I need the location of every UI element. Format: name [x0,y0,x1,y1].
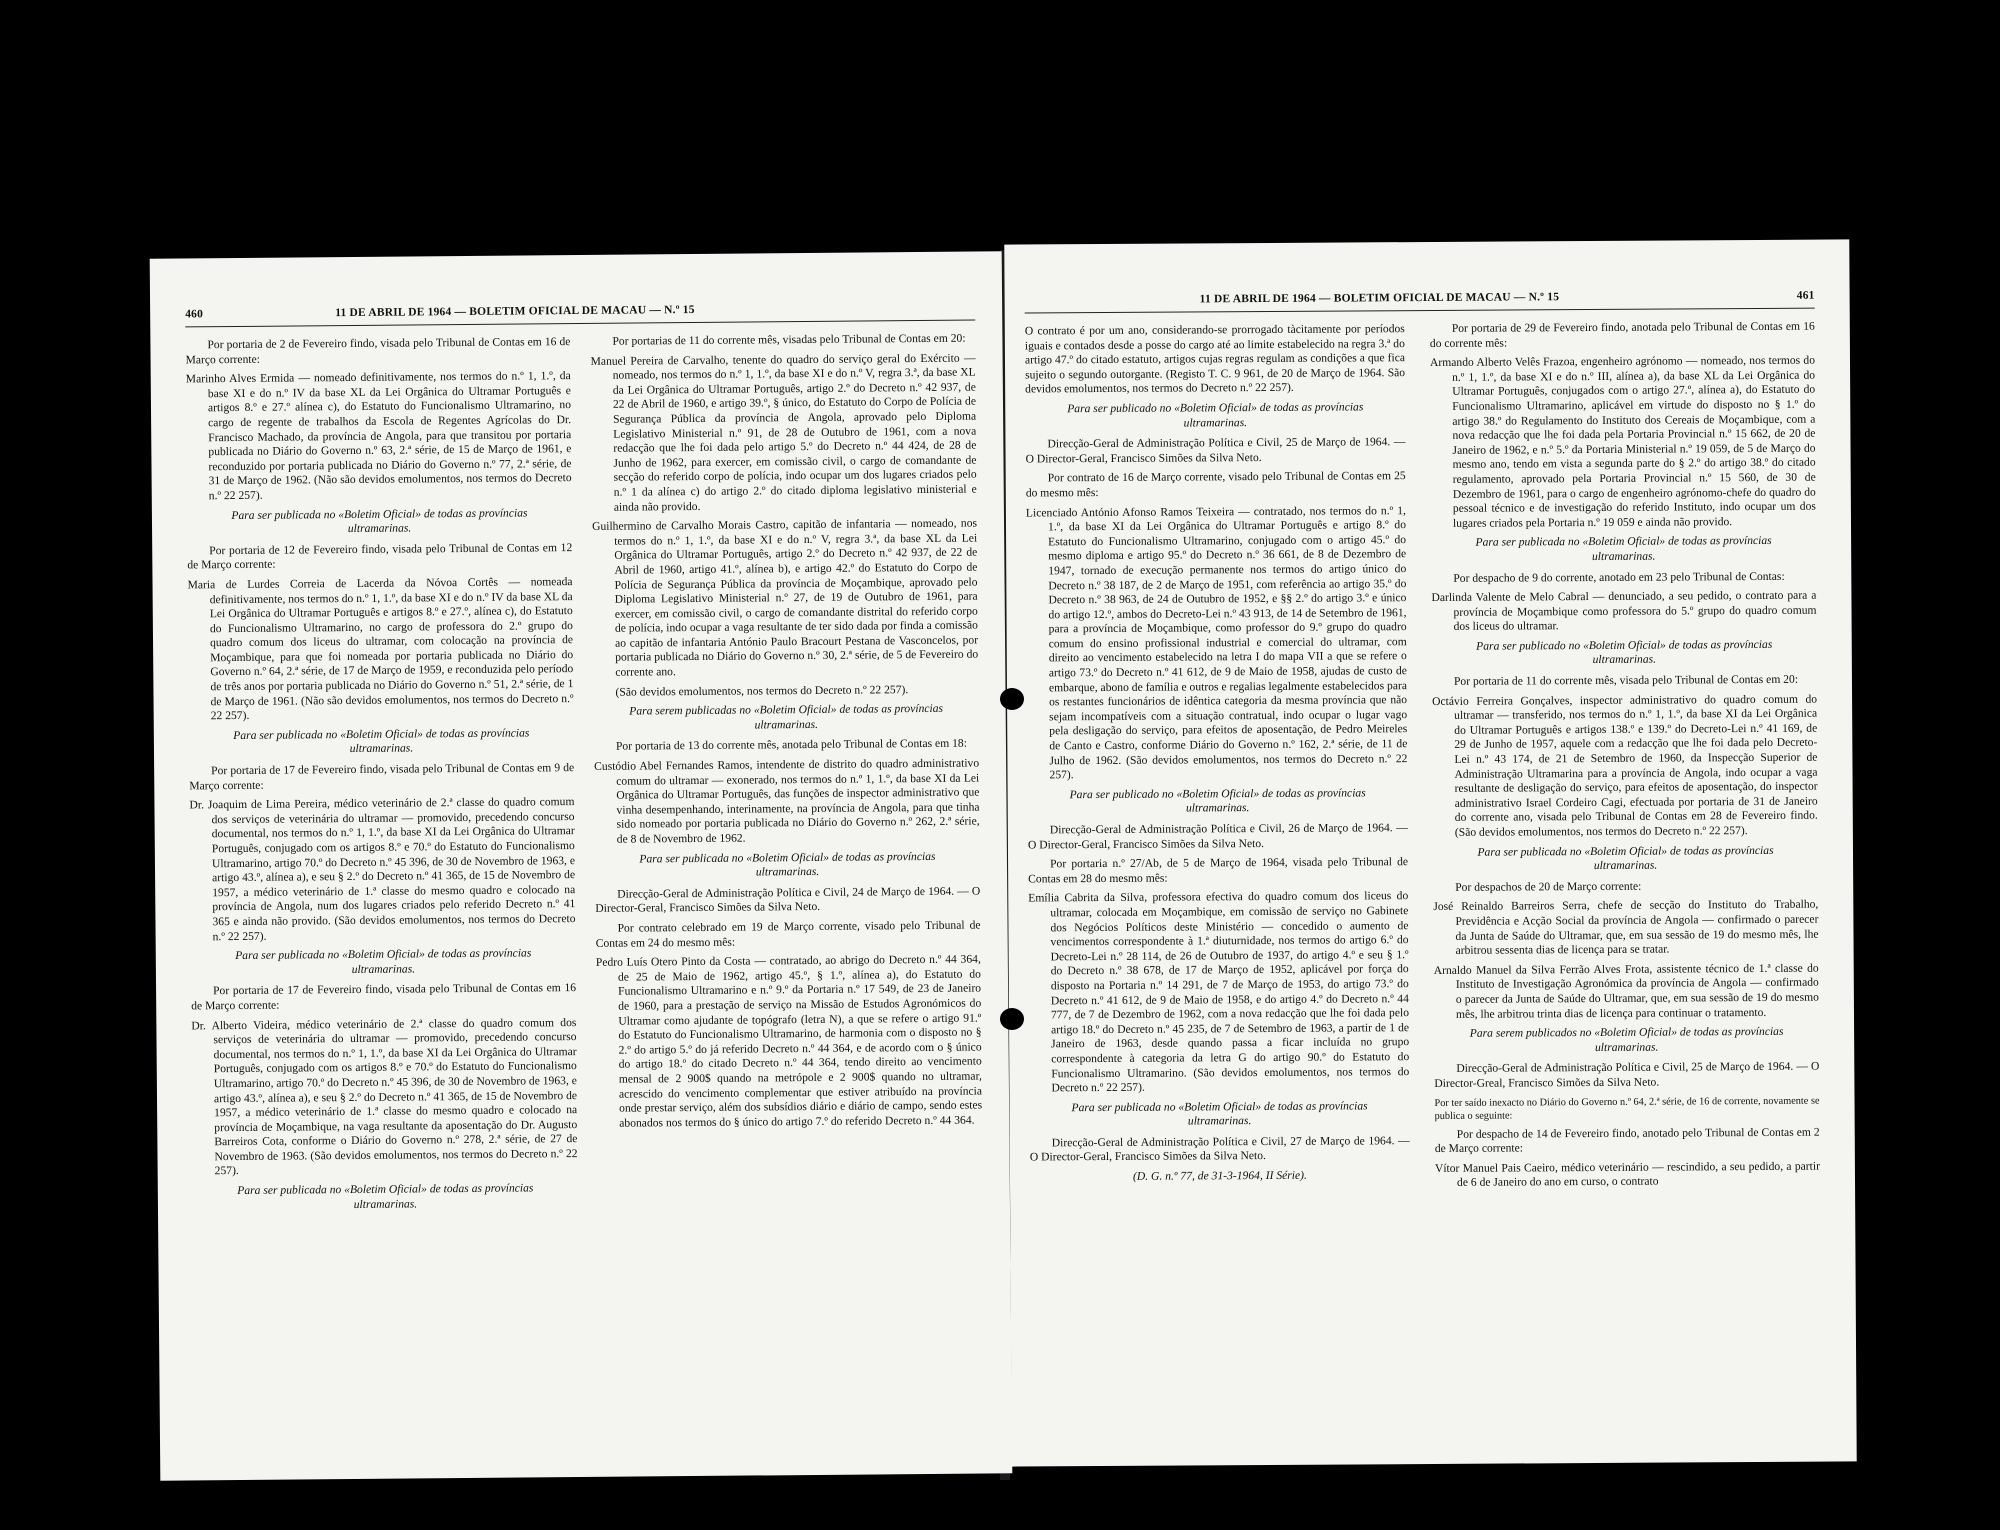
right-column-2 [1430,320,1820,1196]
paragraph: Manuel Pereira de Carvalho, tenente do quadro do serviço geral do Exército — nomeado, nos termos do n.º 1, 1.º, da base XI e do n.º V, regra 3.ª, da base XL da Lei Orgânica do Ultramar Português, artigo 2.º do Decreto n.º 42 937, de 22 de Abril de 1960, e artigo 39.º, § único, do Estatuto do Corpo de Polícia de Segurança Pública da província de Angola, aprovado pelo Diploma Legislativo Ministerial n.º 91, de 28 de Outubro de 1961, com a nova redacção que lhe foi dada pelo artigo 5.º do Decreto n.º 44 424, de 28 de Junho de 1962, para exercer, em comissão civil, o cargo de comandante de secção do referido corpo de polícia, indo ocupar um dos lugares criados pelo n.º 1 da alínea c) do artigo 2.º do citado diploma legislativo ministerial e ainda não provido. [590,351,977,514]
left-page-number: 460 [185,308,204,321]
right-page-header [1025,289,1815,306]
publication-note: Para ser publicado no «Boletim Oficial» de todas as províncias ultramarinas. [1476,637,1773,667]
paragraph: Por despacho de 9 do corrente, anotado em 23 pelo Tribunal de Contas: [1453,569,1785,585]
publication-note: Para ser publicada no «Boletim Oficial» de todas as províncias ultramarinas. [1475,534,1772,563]
paragraph: Por portaria de 11 do corrente mês, visada pelo Tribunal de Contas em 20: [1453,672,1799,688]
paragraph: Direcção-Geral de Administração Política e Civil, 25 de Março de 1964. — O Director-Geral, Francisco Simões da Silva Neto. [1025,435,1406,466]
paragraph: Emília Cabrita da Silva, professora efectiva do quadro comum dos liceus do ultramar, colocada em Moçambique, em comissão de serviço no Gabinete dos Negócios Políticos deste Ministério — concedido o aumento de vencimentos correspondente à 1.ª diuturnidade, nos termos do artigo 6.º do Decreto-Lei n.º 28 114, de 26 de Outubro de 1937, do artigo 4.º e seu § 1.º do Decreto n.º 38 678, de 17 de Março de 1952, aplicável por força do disposto na Portaria n.º 14 291, de 7 de Março de 1953, do artigo 73.º do Decreto n.º 41 612, de 9 de Maio de 1958, e do artigo 4.º do Decreto n.º 44 777, de 7 de Dezembro de 1962, com a nova redacção que lhe foi dada pelo artigo 18.º do Decreto n.º 45 235, de 7 de Setembro de 1963, a partir de 1 de Janeiro de 1963, desde quando passa a ficar incluída no grupo correspondente à categoria da letra G do artigo 90.º do Estatuto do Funcionalismo Ultramarino. (São devidos emolumentos, nos termos do Decreto n.º 22 257). [1028,889,1410,1095]
left-column-1 [185,335,578,1220]
binding-hole-top [1000,688,1024,710]
publication-note: Para ser publicada no «Boletim Oficial» de todas as províncias ultramarinas. [237,1181,534,1211]
paragraph: (São devidos emolumentos, nos termos do Decreto n.º 22 257). [615,682,909,699]
publication-note: Para ser publicado no «Boletim Oficial» de todas as províncias ultramarinas. [1067,400,1364,430]
publication-note: Para ser publicada no «Boletim Oficial» de todas as províncias ultramarinas. [235,946,532,976]
left-column-2 [590,332,982,1137]
publication-note: Para serem publicadas no «Boletim Oficial» de todas as províncias ultramarinas. [629,702,944,732]
paragraph: Octávio Ferreira Gonçalves, inspector administrativo do quadro comum do ultramar — transferido, nos termos do n.º 1, 1.º, da base XI da Lei Orgânica do Ultramar Português e artigos 138.º e 139.º do Decreto-Lei n.º 41 169, de 29 de Junho de 1957, aquele com a redacção que lhe foi dada pelo Decreto-Lei n.º 43 174, de 21 de Setembro de 1960, da Inspecção Superior de Administração Ultramarina para a província de Angola, indo ocupar a vaga resultante de desligação do serviço, para efeitos de aposentação, do inspector administrativo Israel Cordeiro Cagi, efectuada por portaria de 31 de Janeiro do corrente ano, visada pelo Tribunal de Contas em 28 de Fevereiro findo. (São devidos emolumentos, nos termos do Decreto n.º 22 257). [1432,692,1818,839]
paragraph: Por despachos de 20 de Março corrente: [1455,879,1642,894]
right-page-number: 461 [1796,289,1815,302]
paragraph: Guilhermino de Carvalho Morais Castro, capitão de infantaria — nomeado, nos termos do n.º 1, 1.º, da base XI e do n.º V, regra 3.ª, da base XL da Lei Orgânica do Ultramar Português, artigo 2.º do Decreto n.º 42 937, de 22 de Abril de 1960, artigo 41.º, alínea b), e artigo 42.º do Estatuto do Corpo de Polícia de Segurança Pública da província de Moçambique, aprovado pelo Diploma Legislativo Ministerial n.º 27, de 19 de Outubro de 1961, para exercer, em comissão civil, o cargo de comandante distrital do referido corpo de polícia, indo ocupar a vaga resultante de ter sido dada por finda a comissão ao capitão de infantaria António Paulo Bracourt Pestana de Vasconcelos, por portaria publicada no Diário do Governo n.º 30, 2.ª série, de 5 de Fevereiro do corrente ano. [591,516,979,679]
publication-note: (D. G. n.º 77, de 31-3-1964, II Série). [1132,1168,1307,1183]
paragraph: Por portaria de 17 de Fevereiro findo, visada pelo Tribunal de Contas em 16 de Março corrente: [191,981,577,1013]
paragraph: Por despacho de 14 de Fevereiro findo, anotado pelo Tribunal de Contas em 2 de Março corrente: [1434,1125,1820,1156]
paragraph: Arnaldo Manuel da Silva Ferrão Alves Frota, assistente técnico de 1.ª classe do Instituto de Investigação Agronómica da província de Angola — confirmado o parecer da Junta de Saúde do Ultramar, que, em sua sessão de 19 do mesmo mês, lhe arbitrou trinta dias de licença para continuar o tratamento. [1433,961,1819,1021]
publication-note: Para serem publicados no «Boletim Oficial» de todas as províncias ultramarinas. [1469,1024,1784,1054]
paragraph: Por portaria de 2 de Fevereiro findo, visada pelo Tribunal de Contas em 16 de Março corrente: [185,335,571,367]
right-page [1004,239,1856,1466]
paragraph: Darlinda Valente de Melo Cabral — denunciado, a seu pedido, o contrato para a província de Moçambique como professora do 5.º grupo do quadro comum dos liceus do ultramar. [1431,588,1817,634]
paragraph: Vítor Manuel Pais Caeiro, médico veterinário — rescindido, a seu pedido, a partir de 6 de Janeiro do ano em curso, o contrato [1434,1159,1820,1190]
publication-note: Para ser publicada no «Boletim Oficial» de todas as províncias ultramarinas. [233,726,530,756]
paragraph: Por ter saído inexacto no Diário do Governo n.º 64, 2.ª série, de 16 de corrente, novamente se publica o seguinte: [1434,1095,1820,1122]
paragraph: Marinho Alves Ermida — nomeado definitivamente, nos termos do n.º 1, 1.º, da base XI e do n.º IV da base XL da Lei Orgânica do Ultramar Português e artigos 8.º e 27.º alínea c), do Estatuto do Funcionalismo Ultramarino, no cargo de regente de trabalhos da Escola de Regentes Agrícolas do Dr. Francisco Machado, da província de Angola, para que transitou por portaria publicada no Diário do Governo n.º 63, 2.ª série, de 15 de Março de 1961, e reconduzido por portaria publicada no Diário do Governo n.º 77, 2.ª série, de 31 de Março de 1962. (Não são devidos emolumentos, nos termos do Decreto n.º 22 257). [185,369,572,503]
left-page-header [185,302,975,321]
paragraph: Dr. Joaquim de Lima Pereira, médico veterinário de 2.ª classe do quadro comum dos serviços de veterinária do ultramar — promovido, precedendo concurso documental, nos termos do n.º 1, 1.º, da base XI da Lei Orgânica do Ultramar Português, conjugado com os artigos 8.º e 70.º do Estatuto do Funcionalismo Ultramarino, artigo 70.º do Decreto n.º 45 396, de 30 de Novembro de 1963, e artigo 43.º, alínea a), e seu § 2.º do Decreto n.º 41 365, de 15 de Novembro de 1957, a médico veterinário de 1.ª classe do mesmo quadro e colocado na província de Angola, num dos lugares criados pelo referido Decreto n.º 41 365 e ainda não provido. (São devidos emolumentos, nos termos do Decreto n.º 22 257). [189,795,576,943]
paragraph: Pedro Luís Otero Pinto da Costa — contratado, ao abrigo do Decreto n.º 44 364, de 25 de Maio de 1962, artigo 45.º, § 1.º, alínea a), do Estatuto do Funcionalismo Ultramarino e n.º 9.º da Portaria n.º 17 549, de 23 de Janeiro de 1960, para a prestação de serviço na Missão de Estudos Agronómicos do Ultramar como ajudante de topógrafo (letra N), a que se refere o artigo 91.º do Estatuto do Funcionalismo Ultramarino, de harmonia com o disposto no § 2.º do artigo 5.º do já referido Decreto n.º 44 364, e de acordo com o § único do artigo 18.º do citado Decreto n.º 44 364, tendo direito ao vencimento mensal de 2 900$ quando na metrópole e 2 900$ quando no ultramar, acrescido do vencimento complementar que estiver atribuído na província onde prestar serviço, além dos subsídios diário e diário de campo, sendo estes abonados nos termos do § único do artigo 7.º do referido Decreto n.º 44 364. [595,952,983,1130]
paragraph: Direcção-Geral de Administração Política e Civil, 24 de Março de 1964. — O Director-Geral, Francisco Simões da Silva Neto. [595,884,981,916]
paragraph: Direcção-Geral de Administração Política e Civil, 26 de Março de 1964. — O Director-Geral, Francisco Simões da Silva Neto. [1027,821,1408,852]
paragraph: Armando Alberto Velês Frazoa, engenheiro agrónomo — nomeado, nos termos do n.º 1, 1.º, da base XI e do n.º III, alínea a), da base XL da Lei Orgânica do Ultramar Português, conjugados com o artigo 27.º, alínea a), do Estatuto do Funcionalismo Ultramarino, aplicável em virtude do disposto no § 1.º do artigo 38.º do Regulamento do Instituto dos Cereais de Moçambique, com a nova redacção que lhe foi dada pela Portaria Provincial n.º 15 662, de 20 de Janeiro de 1962, e n.º 5.º da Portaria Ministerial n.º 19 059, de 5 de Março do mesmo ano, tendo em vista a segunda parte do § 2.º do artigo 38.º do citado regulamento, aprovado pela Portaria Provincial n.º 15 560, de 30 de Dezembro de 1961, para o cargo de engenheiro agrónomo-chefe do quadro do pessoal técnico e de investigação do referido Instituto, indo ocupar um dos lugares criados pela Portaria n.º 19 059 e ainda não provido. [1429,353,1816,530]
left-page-running-title: 11 DE ABRIL DE 1964 — BOLETIM OFICIAL DE MACAU — N.º 15 [335,303,695,320]
left-page [150,251,1013,1480]
paragraph: Por portaria de 17 de Fevereiro findo, visada pelo Tribunal de Contas em 9 de Março corrente: [189,761,575,793]
publication-note: Para ser publicada no «Boletim Oficial» de todas as províncias ultramarinas. [1071,1099,1368,1128]
paragraph: Por portaria de 12 de Fevereiro findo, visada pelo Tribunal de Contas em 12 de Março corrente: [187,540,573,572]
paragraph: Direcção-Geral de Administração Política e Civil, 25 de Março de 1964. — O Director-Greal, Francisco Simões da Silva Neto. [1434,1059,1820,1090]
publication-note: Para ser publicada no «Boletim Oficial» de todas as províncias ultramarinas. [639,849,936,879]
right-header-rule [1025,308,1815,314]
paragraph: Por portaria n.º 27/Ab, de 5 de Março de 1964, visada pelo Tribunal de Contas em 28 do mesmo mês: [1028,855,1409,886]
paragraph: Por contrato de 16 de Março corrente, visado pelo Tribunal de Contas em 25 do mesmo mês: [1025,469,1406,500]
publication-note: Para ser publicada no «Boletim Oficial» de todas as províncias ultramarinas. [1477,843,1774,873]
paragraph: Direcção-Geral de Administração Política e Civil, 27 de Março de 1964. — O Director-Geral, Francisco Simões da Silva Neto. [1029,1134,1410,1164]
paragraph: Por portarias de 11 do corrente mês, visadas pelo Tribunal de Contas em 20: [612,331,966,348]
paragraph: Por contrato celebrado em 19 de Março corrente, visado pelo Tribunal de Contas em 24 do mesmo mês: [595,918,981,950]
paragraph: Custódio Abel Fernandes Ramos, intendente de distrito do quadro administrativo comum do ultramar — exonerado, nos termos do n.º 1, 1.º, da base XI da Lei Orgânica do Ultramar Português, das funções de inspector administrativo que vinha desempenhando, interinamente, na província de Angola, para que tinha sido nomeado por portaria publicada no Diário do Governo n.º 262, 2.ª série, de 8 de Novembro de 1962. [594,756,980,846]
paragraph: José Reinaldo Barreiros Serra, chefe de secção do Instituto do Trabalho, Previdência e Acção Social da província de Angola — confirmado o parecer da Junta de Saúde do Ultramar, que, em sua sessão de 19 do mesmo mês, lhe arbitrou sessenta dias de licença para se tratar. [1433,898,1819,958]
publication-note: Para ser publicado no «Boletim Oficial» de todas as províncias ultramarinas. [1069,786,1366,815]
right-page-running-title: 11 DE ABRIL DE 1964 — BOLETIM OFICIAL DE MACAU — N.º 15 [1199,291,1560,306]
paragraph: Por portaria de 13 do corrente mês, anotada pelo Tribunal de Contas em 18: [615,737,967,754]
paragraph: Por portaria de 29 de Fevereiro findo, anotada pelo Tribunal de Contas em 16 do corrente mês: [1429,319,1815,350]
right-column-1 [1025,322,1410,1191]
paragraph: Maria de Lurdes Correia de Lacerda da Nóvoa Cortês — nomeada definitivamente, nos termos do n.º 1, 1.º, da base XI e do n.º IV da base XL da Lei Orgânica do Ultramar Português e artigos 8.º e 27.º, alínea c), do Estatuto do Funcionalismo Ultramarino, no cargo de professora do 2.º grupo do quadro comum dos liceus do ultramar, com colocação na província de Moçambique, para que foi nomeada por portaria publicada no Diário do Governo n.º 64, 2.ª série, de 17 de Março de 1959, e reconduzida pelo período de três anos por portaria publicada no Diário do Governo n.º 51, 2.ª série, de 1 de Março de 1961. (Não são devidos emolumentos, nos termos do Decreto n.º 22 257). [187,574,574,723]
paragraph: O contrato é por um ano, considerando-se prorrogado tàcitamente por períodos iguais e contados desde a posse do cargo até ao limite estabelecido na regra 3.ª do artigo 47.º do citado estatuto, artigos cujas regras regulam as condições a que fica sujeito o segundo outorgante. (Registo T. C. 9 961, de 20 de Março de 1964. São devidos emolumentos, nos termos do Decreto n.º 22 257). [1024,322,1406,396]
paragraph: Licenciado António Afonso Ramos Teixeira — contratado, nos termos do n.º 1, 1.º, da base XI da Lei Orgânica do Ultramar Português e artigo 8.º do Estatuto do Funcionalismo Ultramarino, conjugado com o artigo 45.º do mesmo diploma e artigo 95.º do Decreto n.º 36 661, de 8 de Dezembro de 1947, tornado de execução permanente nos termos do artigo único do Decreto n.º 38 187, de 2 de Março de 1951, com referência ao artigo 35.º do Decreto n.º 38 963, de 24 de Outubro de 1952, e §§ 2.º do artigo 3.º e único do artigo 12.º, ambos do Decreto-Lei n.º 43 913, de 14 de Setembro de 1961, para a província de Moçambique, como professor do 9.º grupo do quadro comum do ensino profissional industrial e comercial do ultramar, com direito ao vencimento estabelecido na letra I do mapa VII a que se refere o artigo 73.º do Decreto n.º 41 612, de 9 de Maio de 1958, ajudas de custo de embarque, abono de família e outros e regalias legalmente estabelecidos para os restantes funcionários de idêntica categoria da mesma província que não sejam incompatíveis com a situação contratual, indo ocupar o lugar vago pela desligação do serviço, para efeitos de aposentação, de Pedro Meireles de Canto e Castro, conforme Diário do Governo n.º 162, 2.ª série, de 11 de Julho de 1962. (São devidos emolumentos, nos termos do Decreto n.º 22 257). [1025,503,1408,782]
publication-note: Para ser publicada no «Boletim Oficial» de todas as províncias ultramarinas. [231,505,528,536]
paragraph: Dr. Alberto Videira, médico veterinário de 2.ª classe do quadro comum dos serviços de veterinária do ultramar — promovido, precedendo concurso documental, nos termos do n.º 1, 1.º, da base XI da Lei Orgânica do Ultramar Português, conjugado com os artigos 8.º e 70.º do Estatuto do Funcionalismo Ultramarino, artigo 70.º do Decreto n.º 45 396, de 30 de Novembro de 1963, e artigo 43.º, alínea a), e seu § 2.º do Decreto n.º 41 365, de 15 de Novembro de 1957, a médico veterinário de 1.ª classe do mesmo quadro e colocado na província de Moçambique, na vaga resultante da aposentação do Dr. Augusto Barreiros Cota, conforme o Diário do Governo n.º 278, 2.ª série, de 27 de Novembro de 1963. (São devidos emolumentos, nos termos do Decreto n.º 22 257). [191,1015,578,1178]
left-header-rule [185,320,975,328]
binding-hole-bottom [1000,1008,1024,1030]
